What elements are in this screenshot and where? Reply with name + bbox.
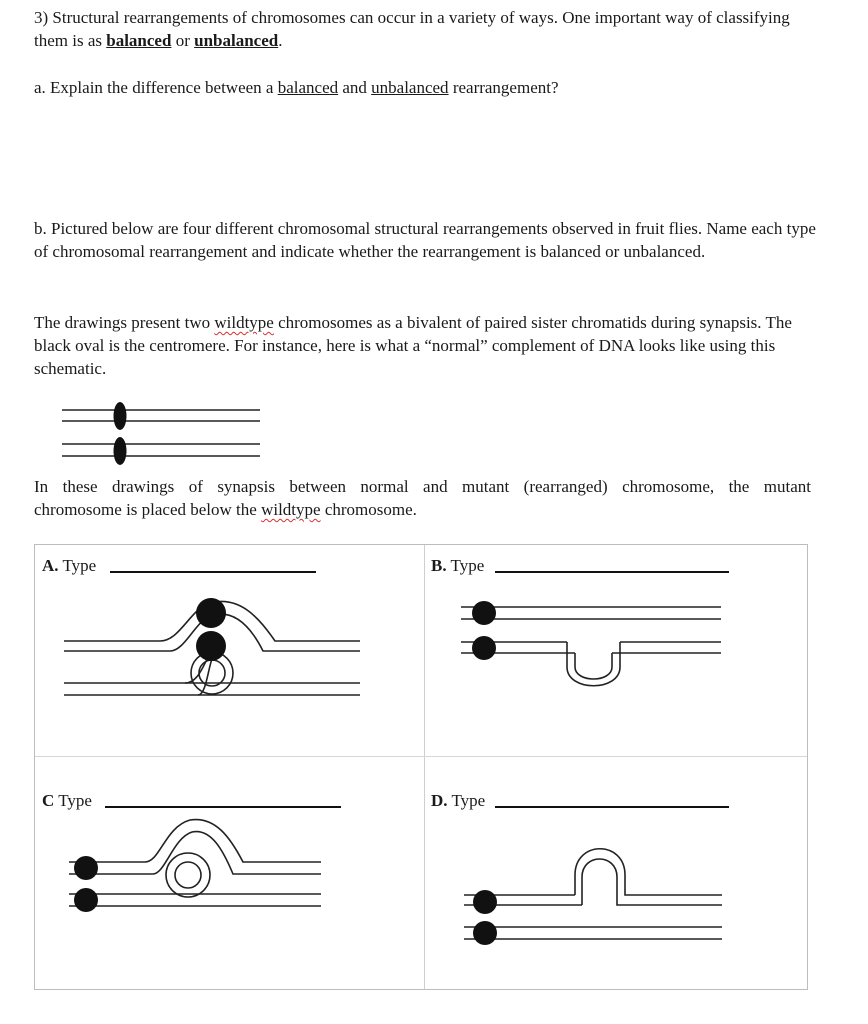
part-b-question: b. Pictured below are four different chromosomal structural rearrangements observed in fruit flies. Name each type of chromosomal rearrangement and indicate whether the rearrangement is balanced or unbalanced. [34, 219, 816, 261]
panel-d-diagram [460, 835, 725, 945]
panel-c-answer-blank[interactable] [105, 806, 341, 808]
normal-schematic [60, 400, 264, 468]
drawings-prefix: The drawings present two [34, 313, 215, 332]
panel-d-label [431, 789, 485, 812]
panel-divider-vertical [424, 545, 425, 989]
synapsis-line-1: In these drawings of synapsis between normal and mutant (rearranged) chromosome, the mutant [34, 477, 811, 496]
panel-c-letter: C [42, 791, 55, 810]
synapsis-description [34, 475, 811, 521]
panel-b-answer-blank[interactable] [495, 571, 729, 573]
panel-a-diagram [60, 589, 365, 714]
synapsis-prefix: chromosome is placed below the [34, 500, 262, 519]
panel-b-label [431, 554, 484, 577]
synapsis-suffix: chromosome. [320, 500, 417, 519]
panel-a-letter: A. [42, 556, 59, 575]
intro-text: 3) Structural rearrangements of chromosomes can occur in a variety of ways. One important way of classifying them is as [34, 8, 790, 50]
part-a-balanced: balanced [277, 78, 339, 97]
part-a-suffix: rearrangement? [448, 78, 559, 97]
part-a-question [34, 76, 824, 99]
synapsis-line-2 [34, 498, 811, 521]
drawings-suffix: chromosomes as a bivalent of paired sister chromatids during synapsis. The black oval is the centromere. For instance, here is what a “normal” complement of DNA looks like using this schematic. [34, 313, 792, 378]
panel-a-type: Type [58, 556, 97, 575]
part-a-and: and [338, 78, 372, 97]
wildtype-word: wildtype [214, 313, 274, 332]
panel-b-letter: B. [431, 556, 447, 575]
panel-c-label [42, 789, 92, 812]
intro-period: . [278, 31, 283, 50]
panel-d-letter: D. [431, 791, 448, 810]
drawings-description [34, 311, 824, 380]
panel-c-type: Type [54, 791, 92, 810]
rearrangement-panels [34, 544, 808, 990]
panel-divider-horizontal [35, 756, 807, 757]
panel-a-label [42, 554, 96, 577]
balanced-term: balanced [106, 31, 172, 50]
panel-b-type: Type [446, 556, 485, 575]
panel-d-type: Type [447, 791, 486, 810]
synapsis-wildtype: wildtype [261, 500, 321, 519]
panel-b-diagram [455, 597, 725, 697]
question-intro [34, 6, 824, 52]
panel-c-diagram [65, 812, 325, 922]
part-a-unbalanced: unbalanced [371, 78, 449, 97]
panel-d-answer-blank[interactable] [495, 806, 729, 808]
or-word: or [171, 31, 195, 50]
panel-a-answer-blank[interactable] [110, 571, 316, 573]
part-a-prefix: a. Explain the difference between a [34, 78, 278, 97]
unbalanced-term: unbalanced [194, 31, 279, 50]
